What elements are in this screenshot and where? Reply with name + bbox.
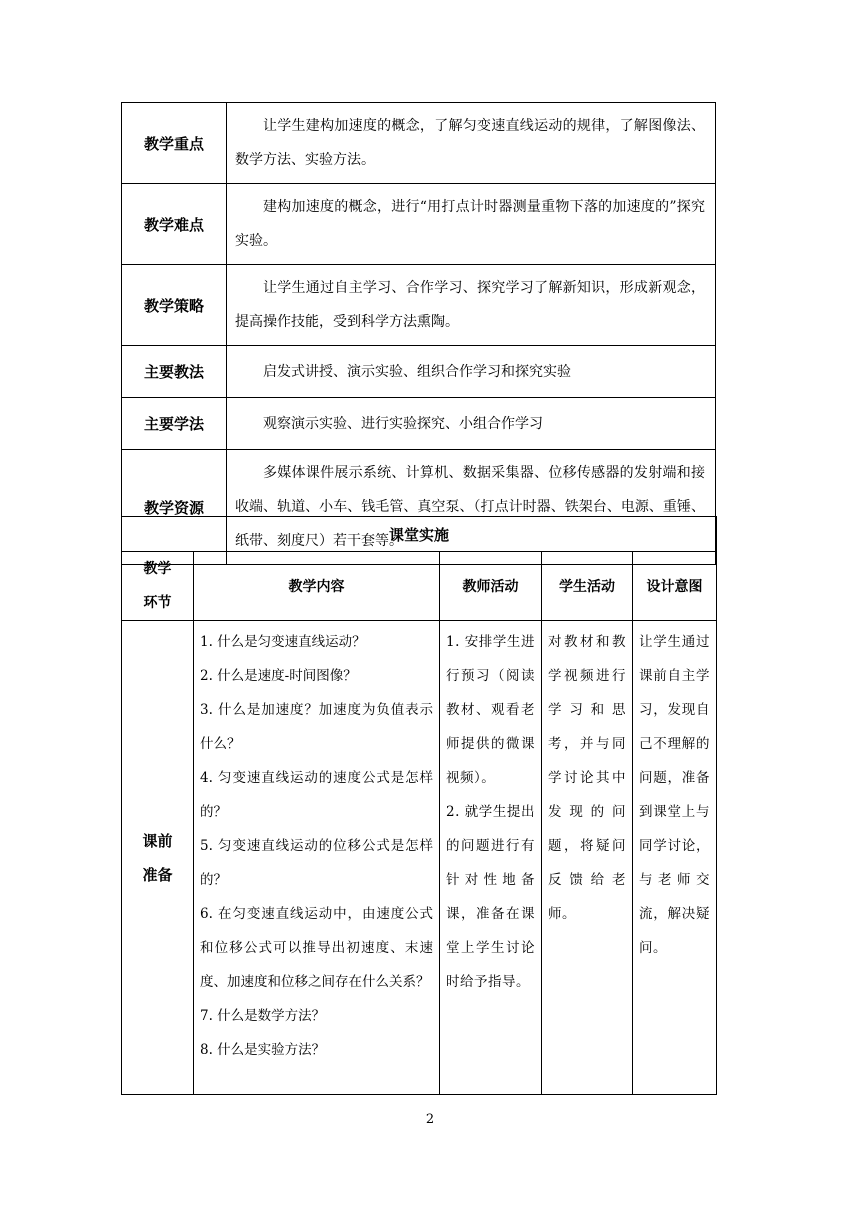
implementation-table (121, 516, 717, 1095)
column-header-stage (122, 552, 194, 621)
info-label: 教学重点 (122, 103, 227, 184)
info-text: 建构加速度的概念，进行“用打点计时器测量重物下落的加速度的”探究实验。 (235, 199, 705, 249)
info-row (122, 346, 716, 398)
teacher-cell (440, 621, 541, 1003)
content-item: 2. 什么是速度-时间图像？ (200, 668, 357, 684)
stage-line1: 课前 (142, 831, 173, 850)
content-cell (194, 621, 439, 1071)
info-label: 教学策略 (122, 265, 227, 346)
info-text: 让学生通过自主学习、合作学习、探究学习了解新知识，形成新观念，提高操作技能，受到科学方法熏陶。 (235, 280, 705, 330)
content-item: 6. 在匀变速直线运动中，由速度公式和位移公式可以推导出初速度、末速度、加速度和位移之间存在什么关系？ (200, 906, 433, 990)
stage-header-line2: 环节 (143, 595, 172, 611)
column-header-row (122, 552, 717, 621)
column-header-content: 教学内容 (194, 552, 440, 621)
column-header-teacher: 教师活动 (440, 552, 542, 621)
info-row (122, 103, 716, 184)
info-text: 多媒体课件展示系统、计算机、数据采集器、位移传感器的发射端和接收端、轨道、小车、钱毛管、真空泵、（打点计时器、铁架台、电源、重锤、纸带、刻度尺）若干套等。 (235, 465, 705, 549)
section-title-row (122, 517, 717, 552)
table-row (122, 621, 717, 1095)
content-item: 4. 匀变速直线运动的速度公式是怎样的？ (200, 770, 433, 820)
info-row (122, 398, 716, 450)
column-header-student: 学生活动 (542, 552, 633, 621)
content-item: 7. 什么是数学方法？ (200, 1008, 326, 1024)
info-text: 启发式讲授、演示实验、组织合作学习和探究实验 (263, 363, 571, 380)
content-item: 1. 什么是匀变速直线运动？ (200, 634, 366, 650)
info-text: 让学生建构加速度的概念，了解匀变速直线运动的规律，了解图像法、数学方法、实验方法。 (235, 118, 705, 168)
stage-header-line1: 教学 (143, 561, 172, 577)
design-text: 让学生通过课前自主学习，发现自己不理解的问题，准备到课堂上与同学讨论，与老师交流，解决疑问。 (639, 634, 710, 956)
page-number: 2 (425, 1112, 435, 1127)
stage-line2: 准备 (142, 865, 173, 884)
teacher-item: 2. 就学生提出的问题进行有针对性地备课，准备在课堂上学生讨论时给予指导。 (446, 804, 535, 990)
teacher-item: 1. 安排学生进行预习（阅读教材、观看老师提供的微课视频）。 (446, 634, 535, 786)
student-cell (542, 621, 632, 935)
info-row (122, 265, 716, 346)
info-row (122, 184, 716, 265)
content-item: 3. 什么是加速度？加速度为负值表示什么？ (200, 702, 433, 752)
lesson-info-table (121, 102, 716, 565)
design-cell (633, 621, 716, 969)
info-text: 观察演示实验、进行实验探究、小组合作学习 (263, 415, 543, 432)
content-item: 8. 什么是实验方法？ (200, 1042, 326, 1058)
info-label: 教学资源 (122, 450, 227, 565)
content-item: 5. 匀变速直线运动的位移公式是怎样的？ (200, 838, 433, 888)
info-label: 主要教法 (122, 346, 227, 398)
student-text: 对教材和教学视频进行学习和思考，并与同学讨论其中发现的问题，将疑问反馈给老师。 (548, 634, 626, 922)
section-title: 课堂实施 (122, 517, 717, 552)
column-header-design: 设计意图 (633, 552, 717, 621)
stage-cell (122, 621, 194, 1095)
info-label: 主要学法 (122, 398, 227, 450)
info-label: 教学难点 (122, 184, 227, 265)
